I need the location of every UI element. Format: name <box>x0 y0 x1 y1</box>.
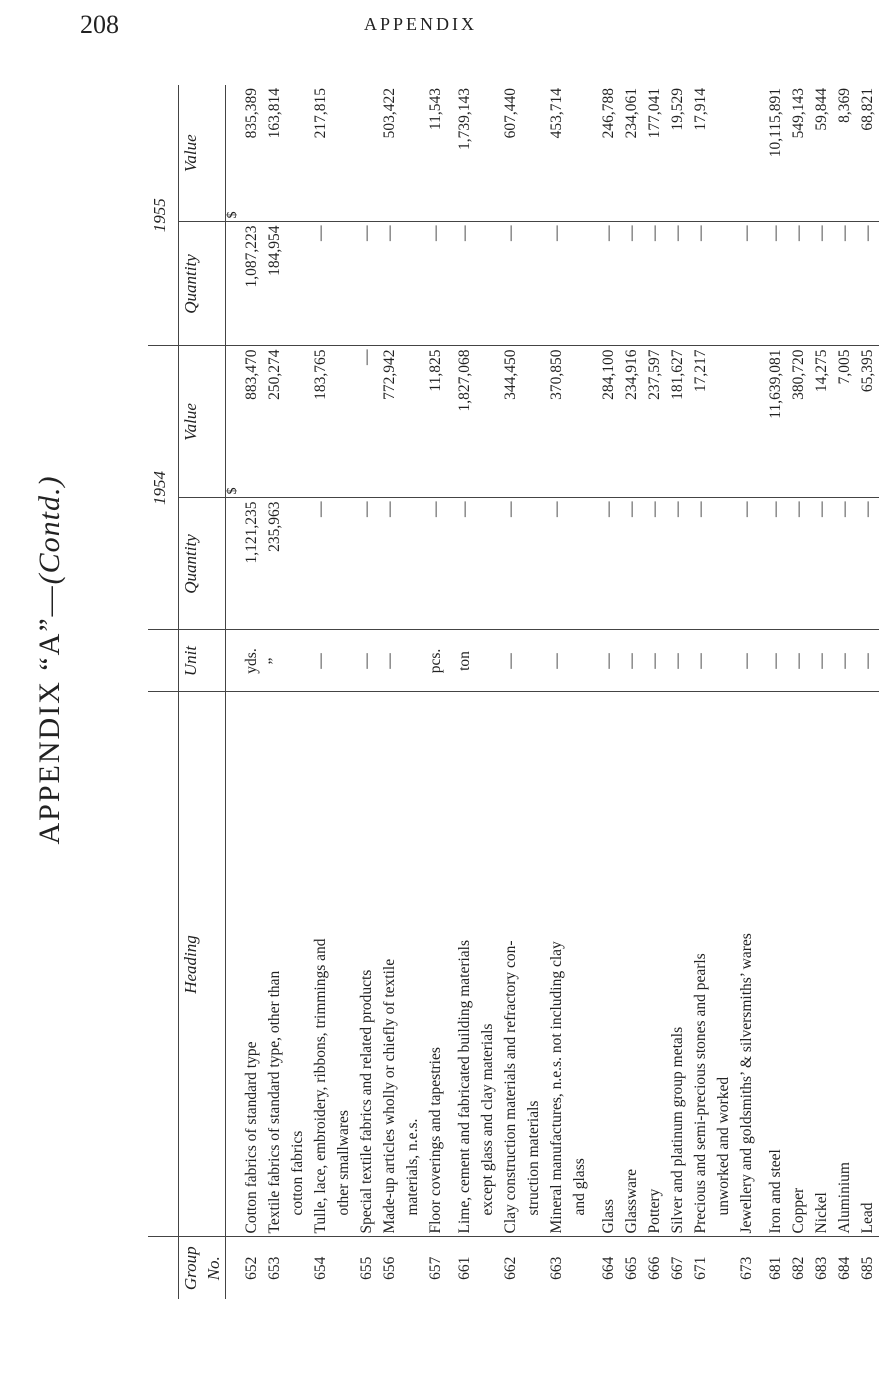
unit-cell: — <box>499 630 545 692</box>
value-1954-cell: 237,597 <box>643 346 666 498</box>
table-row <box>856 85 879 1299</box>
group-no-cell: 663 <box>545 1237 591 1299</box>
value-1954-cell: 1,827,068 <box>447 346 499 498</box>
heading-header-blank <box>148 692 179 1237</box>
running-head: APPENDIX <box>364 14 478 34</box>
heading-text: Tulle, lace, embroidery, ribbons, trimmings and <box>312 938 329 1234</box>
quantity-1955-cell: — <box>499 222 545 346</box>
quantity-1954-cell: — <box>591 498 620 630</box>
value-1955-cell: 59,844 <box>813 88 830 131</box>
group-no-cell: 684 <box>833 1237 856 1299</box>
heading-text: Lime, cement and fabricated building materials <box>456 939 473 1234</box>
value-1955-cell: 234,061 <box>623 88 640 139</box>
quantity-1955-cell: — <box>591 222 620 346</box>
appendix-title-text: APPENDIX “A”— <box>33 584 66 845</box>
group-no-cell: 662 <box>499 1237 545 1299</box>
heading-cell <box>355 692 378 1237</box>
table-row <box>378 85 424 1299</box>
quantity-1955-cell: — <box>620 222 643 346</box>
table-row <box>447 85 499 1299</box>
heading-cell <box>240 692 263 1237</box>
quantity-1955-cell: — <box>810 222 833 346</box>
value-1954-cell: — <box>355 346 378 498</box>
unit-cell: pcs. <box>424 630 447 692</box>
quantity-1955-cell: — <box>833 222 856 346</box>
group-no-cell: 655 <box>355 1237 378 1299</box>
heading-text: Precious and semi-precious stones and pearls <box>692 953 709 1234</box>
heading-cell <box>620 692 643 1237</box>
heading-text: Nickel <box>813 1192 830 1234</box>
value-1955-cell <box>735 85 758 222</box>
imports-table <box>148 85 879 1299</box>
value-1954-cell: 17,217 <box>689 346 735 498</box>
quantity-1955-cell: — <box>447 222 499 346</box>
unit-cell: — <box>591 630 620 692</box>
quantity-1954-cell: 1,121,235 <box>240 498 263 630</box>
year-1955-header: 1955 <box>148 85 179 346</box>
value-1954-cell: 65,395 <box>856 346 879 498</box>
heading-text: Iron and steel <box>767 1149 784 1234</box>
page-number: 208 <box>80 10 119 39</box>
unit-cell: — <box>378 630 424 692</box>
quantity-1955-cell: — <box>758 222 787 346</box>
unit-cell: — <box>666 630 689 692</box>
table-row <box>309 85 355 1299</box>
group-no-cell: 666 <box>643 1237 666 1299</box>
value-1955-cell: 163,814 <box>266 88 283 139</box>
heading-continuation: unworked and worked <box>715 1076 732 1216</box>
quantity-1954-cell: — <box>856 498 879 630</box>
value-1955-header: Value <box>179 85 226 222</box>
heading-cell <box>735 692 758 1237</box>
group-no-cell: 665 <box>620 1237 643 1299</box>
quantity-1955-cell: — <box>355 222 378 346</box>
table-body <box>226 85 879 1299</box>
value-1954-cell: 284,100 <box>591 346 620 498</box>
unit-cell: — <box>810 630 833 692</box>
quantity-1955-cell: — <box>309 222 355 346</box>
quantity-1955-cell: — <box>735 222 758 346</box>
heading-cell <box>666 692 689 1237</box>
heading-cell <box>545 692 591 1237</box>
value-1955-cell: 503,422 <box>381 88 398 139</box>
heading-cell <box>424 692 447 1237</box>
table-row <box>643 85 666 1299</box>
quantity-1954-cell: — <box>499 498 545 630</box>
table-row <box>689 85 735 1299</box>
quantity-1954-cell: — <box>355 498 378 630</box>
heading-text: Special textile fabrics and related products <box>358 969 375 1234</box>
heading-text: Silver and platinum group metals <box>669 1026 686 1234</box>
unit-cell: — <box>856 630 879 692</box>
rotated-table-wrapper <box>148 85 878 1299</box>
currency-1954: $ <box>226 346 241 498</box>
year-1954-header: 1954 <box>148 346 179 630</box>
quantity-1955-cell: — <box>643 222 666 346</box>
value-1955-cell: 17,914 <box>692 88 709 131</box>
value-1955-cell: 607,440 <box>502 88 519 139</box>
heading-text: Textile fabrics of standard type, other than <box>266 970 283 1234</box>
group-no-cell: 685 <box>856 1237 879 1299</box>
quantity-1954-cell: — <box>643 498 666 630</box>
quantity-1954-cell: — <box>810 498 833 630</box>
table-row <box>240 85 263 1299</box>
quantity-1954-cell: — <box>309 498 355 630</box>
heading-text: Floor coverings and tapestries <box>427 1047 444 1234</box>
group-no-header: Group No. <box>179 1237 226 1299</box>
table-row <box>424 85 447 1299</box>
quantity-1954-cell: — <box>545 498 591 630</box>
appendix-title-contd: (Contd.) <box>33 475 66 585</box>
value-1955-cell: 19,529 <box>669 88 686 131</box>
table-row <box>591 85 620 1299</box>
heading-continuation: other smallwares <box>335 1110 352 1216</box>
group-no-cell: 653 <box>263 1237 309 1299</box>
value-1955-cell: 835,389 <box>243 88 260 139</box>
quantity-1954-cell: — <box>447 498 499 630</box>
quantity-1954-cell: — <box>787 498 810 630</box>
table-row <box>833 85 856 1299</box>
heading-text: Glassware <box>623 1168 640 1234</box>
heading-continuation: materials, n.e.s. <box>404 1118 421 1216</box>
value-1954-header: Value <box>179 346 226 498</box>
heading-cell <box>689 692 735 1237</box>
heading-text: Clay construction materials and refractory con- <box>502 940 519 1234</box>
heading-text: Mineral manufactures, n.e.s. not including clay <box>548 941 565 1234</box>
quantity-1955-cell: 184,954 <box>263 222 309 346</box>
value-1954-cell: 183,765 <box>309 346 355 498</box>
quantity-1954-cell: — <box>758 498 787 630</box>
unit-header: Unit <box>179 630 226 692</box>
table-row <box>735 85 758 1299</box>
value-1955-cell <box>355 85 378 222</box>
group-no-cell: 661 <box>447 1237 499 1299</box>
unit-header-blank <box>148 630 179 692</box>
table-row <box>758 85 787 1299</box>
group-no-cell: 667 <box>666 1237 689 1299</box>
value-1954-cell: 11,825 <box>424 346 447 498</box>
quantity-1955-cell: 1,087,223 <box>240 222 263 346</box>
group-no-cell: 652 <box>240 1237 263 1299</box>
heading-continuation: cotton fabrics <box>289 1130 306 1216</box>
quantity-1954-cell: — <box>424 498 447 630</box>
heading-header: Heading <box>179 692 226 1237</box>
heading-continuation: and glass <box>571 1158 588 1216</box>
table-row <box>787 85 810 1299</box>
unit-cell: ton <box>447 630 499 692</box>
value-1955-cell: 11,543 <box>427 88 444 131</box>
quantity-1955-cell: — <box>689 222 735 346</box>
heading-cell <box>856 692 879 1237</box>
value-1954-cell: 344,450 <box>499 346 545 498</box>
value-1955-cell: 1,739,143 <box>456 88 473 150</box>
heading-cell <box>309 692 355 1237</box>
group-no-cell: 682 <box>787 1237 810 1299</box>
appendix-title <box>10 475 90 845</box>
heading-text: Cotton fabrics of standard type <box>243 1041 260 1234</box>
quantity-1954-cell: — <box>620 498 643 630</box>
value-1955-cell: 549,143 <box>790 88 807 139</box>
value-1954-cell: 370,850 <box>545 346 591 498</box>
value-1955-cell: 177,041 <box>646 88 663 139</box>
unit-cell: — <box>643 630 666 692</box>
table-row <box>263 85 309 1299</box>
value-1954-cell: 234,916 <box>620 346 643 498</box>
quantity-1955-cell: — <box>378 222 424 346</box>
unit-cell: — <box>545 630 591 692</box>
heading-cell <box>758 692 787 1237</box>
heading-continuation: struction materials <box>525 1100 542 1216</box>
quantity-1955-cell: — <box>787 222 810 346</box>
group-no-cell: 654 <box>309 1237 355 1299</box>
heading-text: Made-up articles wholly or chiefly of textile <box>381 958 398 1234</box>
group-no-cell: 673 <box>735 1237 758 1299</box>
group-no-cell: 664 <box>591 1237 620 1299</box>
value-1954-cell: 7,005 <box>833 346 856 498</box>
table-row <box>666 85 689 1299</box>
quantity-1954-cell: — <box>735 498 758 630</box>
value-1954-cell: 14,275 <box>810 346 833 498</box>
quantity-1954-header: Quantity <box>179 498 226 630</box>
unit-cell: — <box>689 630 735 692</box>
value-1955-cell: 246,788 <box>600 88 617 139</box>
quantity-1955-cell: — <box>856 222 879 346</box>
value-1954-cell: 883,470 <box>240 346 263 498</box>
group-no-cell: 671 <box>689 1237 735 1299</box>
currency-1955: $ <box>225 211 240 219</box>
quantity-1954-cell: — <box>833 498 856 630</box>
group-no-cell: 657 <box>424 1237 447 1299</box>
value-1954-cell <box>735 346 758 498</box>
heading-text: Lead <box>859 1202 876 1234</box>
unit-cell: — <box>735 630 758 692</box>
heading-cell <box>499 692 545 1237</box>
quantity-1954-cell: — <box>666 498 689 630</box>
quantity-1955-header: Quantity <box>179 222 226 346</box>
value-1955-cell: 10,115,891 <box>767 88 784 158</box>
quantity-1954-cell: 235,963 <box>263 498 309 630</box>
heading-cell <box>787 692 810 1237</box>
value-1954-cell: 11,639,081 <box>758 346 787 498</box>
value-1954-cell: 380,720 <box>787 346 810 498</box>
unit-cell: — <box>620 630 643 692</box>
unit-cell: — <box>355 630 378 692</box>
quantity-1954-cell: — <box>689 498 735 630</box>
value-1954-cell: 181,627 <box>666 346 689 498</box>
quantity-1955-cell: — <box>545 222 591 346</box>
value-1955-cell: 217,815 <box>312 88 329 139</box>
unit-cell: ” <box>263 630 309 692</box>
quantity-1955-cell: — <box>424 222 447 346</box>
heading-text: Aluminium <box>836 1162 853 1234</box>
heading-cell <box>810 692 833 1237</box>
value-1954-cell: 250,274 <box>263 346 309 498</box>
value-1954-cell: 772,942 <box>378 346 424 498</box>
group-no-header-blank <box>148 1237 179 1299</box>
quantity-1954-cell: — <box>378 498 424 630</box>
heading-cell <box>591 692 620 1237</box>
table-row <box>810 85 833 1299</box>
heading-cell <box>378 692 424 1237</box>
table-row <box>499 85 545 1299</box>
unit-cell: — <box>758 630 787 692</box>
heading-cell <box>263 692 309 1237</box>
unit-cell: — <box>833 630 856 692</box>
heading-cell <box>833 692 856 1237</box>
heading-cell <box>643 692 666 1237</box>
value-1955-cell: 453,714 <box>548 88 565 139</box>
unit-cell: yds. <box>240 630 263 692</box>
table-row <box>620 85 643 1299</box>
value-1955-cell: 8,369 <box>836 88 853 123</box>
heading-continuation: except glass and clay materials <box>479 1023 496 1216</box>
unit-cell: — <box>309 630 355 692</box>
unit-cell: — <box>787 630 810 692</box>
value-1955-cell: 68,821 <box>859 88 876 131</box>
group-no-cell: 656 <box>378 1237 424 1299</box>
heading-text: Copper <box>790 1187 807 1234</box>
quantity-1955-cell: — <box>666 222 689 346</box>
group-no-cell: 683 <box>810 1237 833 1299</box>
heading-text: Pottery <box>646 1188 663 1234</box>
group-no-cell: 681 <box>758 1237 787 1299</box>
heading-text: Jewellery and goldsmiths’ & silversmiths’ wares <box>738 933 755 1234</box>
table-row <box>545 85 591 1299</box>
heading-text: Glass <box>600 1199 617 1234</box>
table-row <box>355 85 378 1299</box>
heading-cell <box>447 692 499 1237</box>
